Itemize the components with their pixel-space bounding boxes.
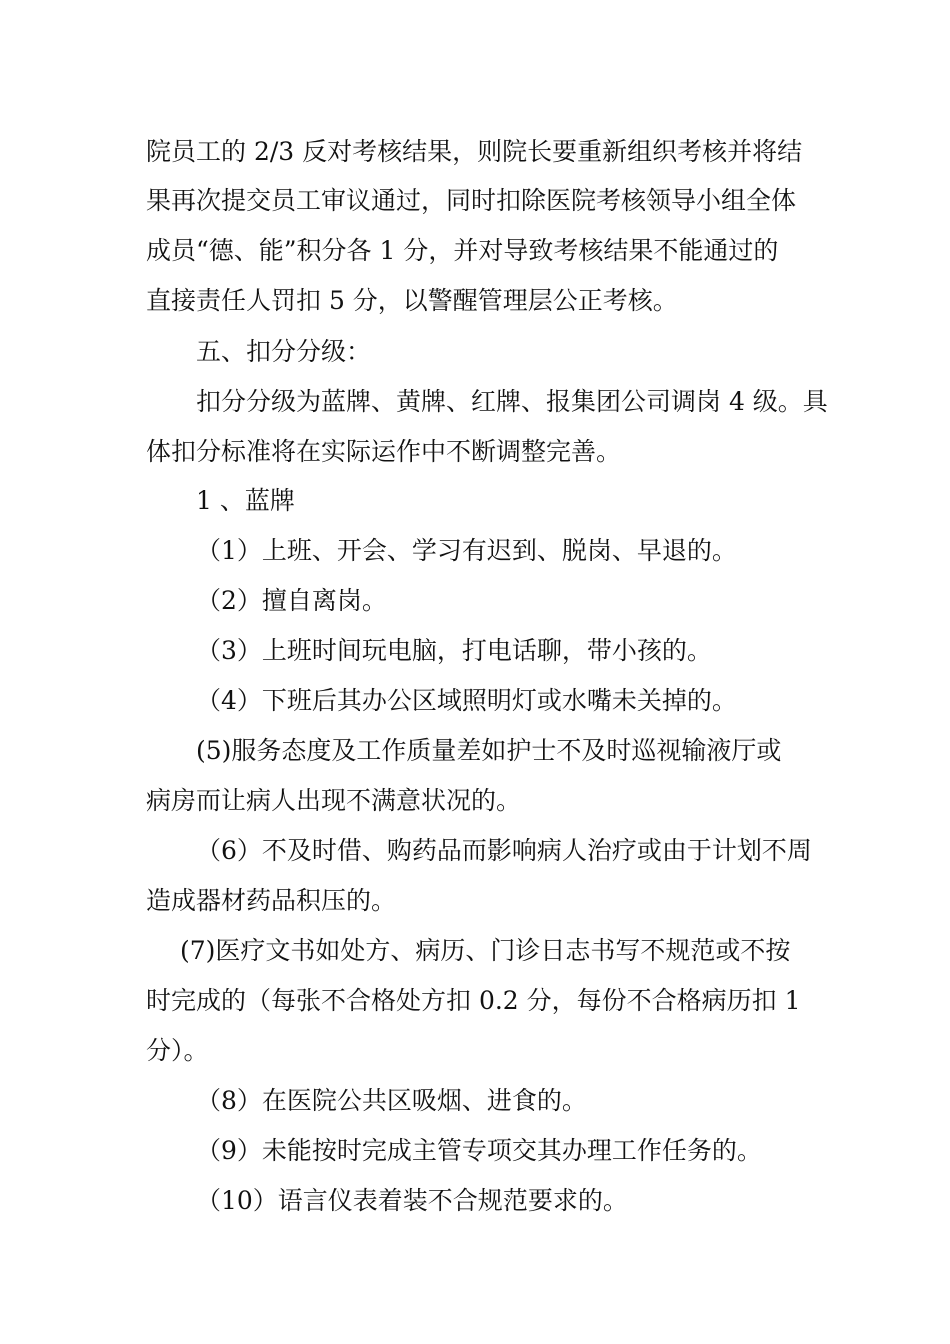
text-line: 时完成的（每张不合格处方扣 0.2 分，每份不合格病历扣 1 <box>146 986 801 1015</box>
list-item: （9）未能按时完成主管专项交其办理工作任务的。 <box>196 1136 762 1165</box>
text-line: 直接责任人罚扣 5 分，以警醒管理层公正考核。 <box>146 286 678 315</box>
text-line: 院员工的 2/3 反对考核结果，则院长要重新组织考核并将结 <box>146 137 803 166</box>
text-line: 体扣分标准将在实际运作中不断调整完善。 <box>146 437 622 466</box>
list-item: （3）上班时间玩电脑，打电话聊，带小孩的。 <box>196 636 712 665</box>
text-line: 果再次提交员工审议通过，同时扣除医院考核领导小组全体 <box>146 186 797 215</box>
text-line: 扣分分级为蓝牌、黄牌、红牌、报集团公司调岗 4 级。具 <box>196 387 828 416</box>
list-item: （10）语言仪表着装不合规范要求的。 <box>196 1186 628 1215</box>
text-line: 病房而让病人出现不满意状况的。 <box>146 786 522 815</box>
text-line: 分）。 <box>146 1036 209 1065</box>
subsection-heading: 1 、蓝牌 <box>196 486 295 515</box>
list-item: （1）上班、开会、学习有迟到、脱岗、早退的。 <box>196 536 737 565</box>
list-item: （8）在医院公共区吸烟、进食的。 <box>196 1086 587 1115</box>
list-item: （6）不及时借、购药品而影响病人治疗或由于计划不周 <box>196 836 812 865</box>
list-item: （4）下班后其办公区域照明灯或水嘴未关掉的。 <box>196 686 737 715</box>
section-heading: 五、扣分分级： <box>196 337 372 366</box>
text-line: 成员“德、能”积分各 1 分，并对导致考核结果不能通过的 <box>146 236 779 265</box>
list-item: (5)服务态度及工作质量差如护士不及时巡视输液厅或 <box>196 736 782 765</box>
list-item: (7)医疗文书如处方、病历、门诊日志书写不规范或不按 <box>180 936 791 965</box>
text-line: 造成器材药品积压的。 <box>146 886 397 915</box>
list-item: （2）擅自离岗。 <box>196 586 387 615</box>
